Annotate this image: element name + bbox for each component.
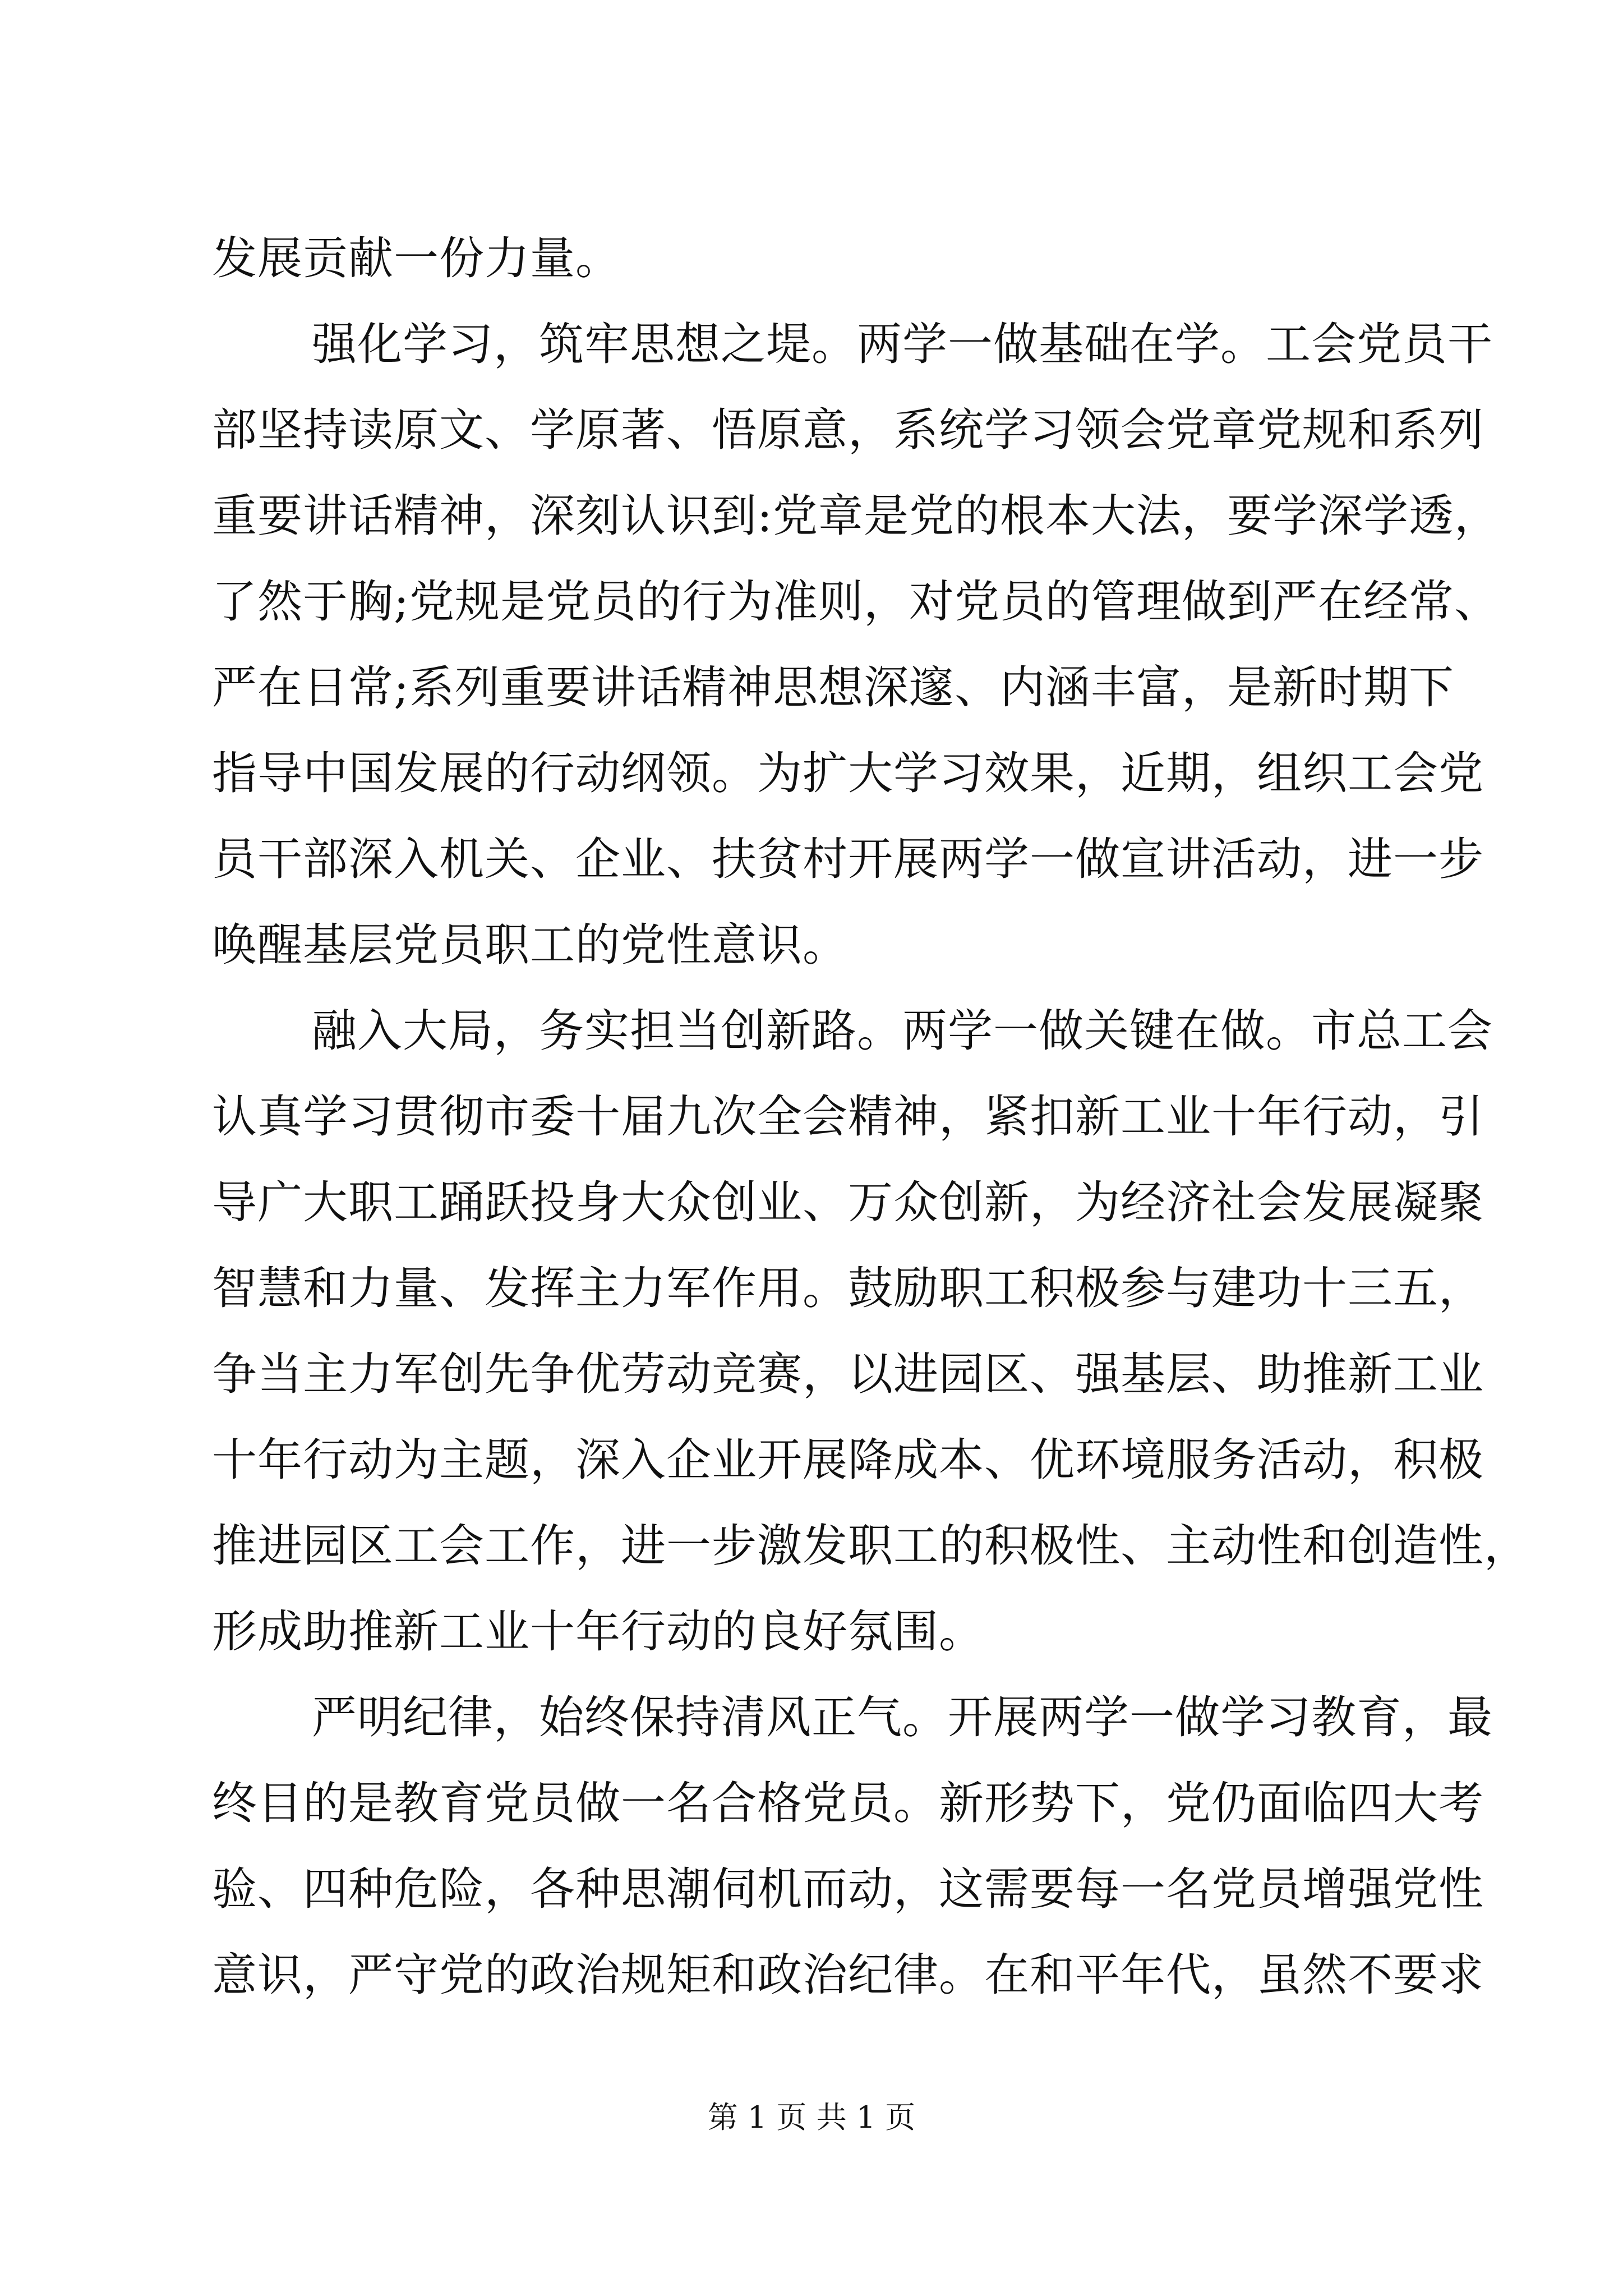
text-line: 了然于胸;党规是党员的行为准则，对党员的管理做到严在经常、 bbox=[212, 576, 1500, 628]
text-line: 推进园区工会工作，进一步激发职工的积极性、主动性和创造性， bbox=[212, 1520, 1529, 1572]
text-line: 争当主力军创先争优劳动竞赛，以进园区、强基层、助推新工业 bbox=[212, 1348, 1484, 1400]
document-body bbox=[212, 215, 1529, 2018]
text-line: 意识，严守党的政治规矩和政治纪律。在和平年代，虽然不要求 bbox=[212, 1949, 1484, 2001]
text-line: 员干部深入机关、企业、扶贫村开展两学一做宣讲活动，进一步 bbox=[212, 833, 1484, 885]
paragraph-start-line: 融入大局，务实担当创新路。两学一做关键在做。市总工会 bbox=[312, 1005, 1493, 1057]
text-line: 十年行动为主题，深入企业开展降成本、优环境服务活动，积极 bbox=[212, 1434, 1484, 1486]
text-line: 唤醒基层党员职工的党性意识。 bbox=[212, 919, 848, 971]
text-line: 导广大职工踊跃投身大众创业、万众创新，为经济社会发展凝聚 bbox=[212, 1176, 1484, 1228]
text-line: 终目的是教育党员做一名合格党员。新形势下，党仍面临四大考 bbox=[212, 1777, 1484, 1829]
text-line: 重要讲话精神，深刻认识到:党章是党的根本大法，要学深学透， bbox=[212, 490, 1500, 542]
text-line: 形成助推新工业十年行动的良好氛围。 bbox=[212, 1605, 984, 1658]
text-line: 部坚持读原文、学原著、悟原意，系统学习领会党章党规和系列 bbox=[212, 404, 1484, 456]
text-line: 严在日常;系列重要讲话精神思想深邃、内涵丰富，是新时期下 bbox=[212, 661, 1454, 714]
text-line: 发展贡献一份力量。 bbox=[212, 232, 621, 284]
text-line: 认真学习贯彻市委十届九次全会精神，紧扣新工业十年行动，引 bbox=[212, 1091, 1484, 1143]
paragraph-start-line: 强化学习，筑牢思想之堤。两学一做基础在学。工会党员干 bbox=[312, 318, 1493, 370]
text-line: 验、四种危险，各种思潮伺机而动，这需要每一名党员增强党性 bbox=[212, 1863, 1484, 1915]
page-footer: 第 1 页 共 1 页 bbox=[707, 2100, 916, 2135]
text-line: 指导中国发展的行动纲领。为扩大学习效果，近期，组织工会党 bbox=[212, 747, 1484, 799]
paragraph-start-line: 严明纪律，始终保持清风正气。开展两学一做学习教育，最 bbox=[312, 1691, 1493, 1743]
text-line: 智慧和力量、发挥主力军作用。鼓励职工积极参与建功十三五， bbox=[212, 1262, 1484, 1314]
